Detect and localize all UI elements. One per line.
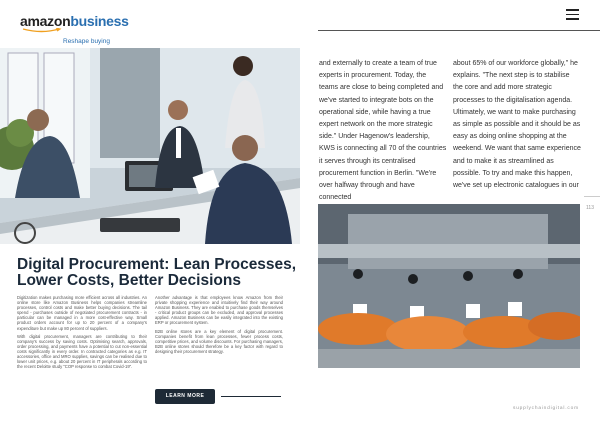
learn-more-button[interactable]: LEARN MORE (155, 389, 215, 404)
right-column-text: about 65% of our workforce globally," he explains. "The next step is to stabilise the core and add more strategic processes to the digitalisation agenda. Ultimately, we want to make purchasing as simple as possible and it should be as easy as doing online shopping at the weekend. We want that same experience and to make it as streamlined as possible. To try and make this happen, we've set up electronic catalogues in our (453, 60, 581, 190)
header-bar (0, 0, 600, 45)
article-paragraph: Another advantage is that employees know Amazon from their private shopping experience and intuitively find their way around Amazon Business. They are enabled to purchase goods themselves - critical product groups can be excluded, and approval processes applied. Amazon Business can be easily integrated into the existing ERP or procurement system. (155, 295, 283, 326)
hero-photo-office (0, 48, 300, 244)
smile-arrow-icon (22, 28, 62, 34)
logo-amazon-text: amazon (20, 13, 71, 29)
article-paragraph: Digitization makes purchasing more efficient across all industries. An online store like Amazon Business helps companies streamline processes, control costs and make better buying decisions. The tail spend - purchases outside of negotiated procurement contracts - in particular can be managed in a more cost-effective way. Small product orders account for up to 20 percent of a company's expenditure but make up 80 percent of suppliers. (17, 295, 147, 331)
page-number-rule (584, 196, 600, 197)
logo-tagline: Reshape buying (63, 38, 110, 45)
right-column-a (319, 58, 447, 204)
article-headline: Digital Procurement: Lean Processes, Lower Costs, Better Decisions (17, 256, 297, 289)
site-url[interactable]: supplychaindigital.com (513, 406, 579, 411)
right-column-b (453, 58, 581, 192)
factory-photo-seed-trays (318, 204, 580, 368)
article-paragraph: B2B online stores are a key element of digital procurement. Companies benefit from lean processes, fewer process costs, competitive prices, and volume discounts. For purchasing managers, B2B online stores should therefore be a key factor with regard to designing their procurement strategy. (155, 328, 283, 354)
right-column-text: and externally to create a team of true experts in procurement. Today, the teams are close to being completed and we've started to integrate bots on the operational side, while having a true expert network on the more strategic side." Under Hagenow's leadership, KWS is connecting all 70 of the countries it serves through its centralised procurement function in Berlin. "We're over halfway through and have connected (319, 60, 447, 202)
logo-business-text: business (70, 13, 129, 29)
amazon-business-logo[interactable] (20, 13, 129, 45)
button-divider (221, 396, 281, 397)
article-column-2 (155, 295, 283, 357)
article-paragraph: With digital procurement, managers are contributing to their company's success by saving costs. Optimising search, approvals, order processing, and payments have a potential to cut non-essential costs significantly in every order. In contracted categories as e.g. IT accessories, office and MRO supplies, savings can be realised due to lower unit prices, e.g. about 20 percent in IT peripherals according to the recent Deloitte study "COP response to combat Covid-19". (17, 333, 147, 370)
article-column-1 (17, 295, 147, 372)
page-number: 113 (586, 205, 594, 211)
header-divider (318, 30, 600, 31)
hamburger-menu-icon[interactable] (566, 9, 579, 20)
